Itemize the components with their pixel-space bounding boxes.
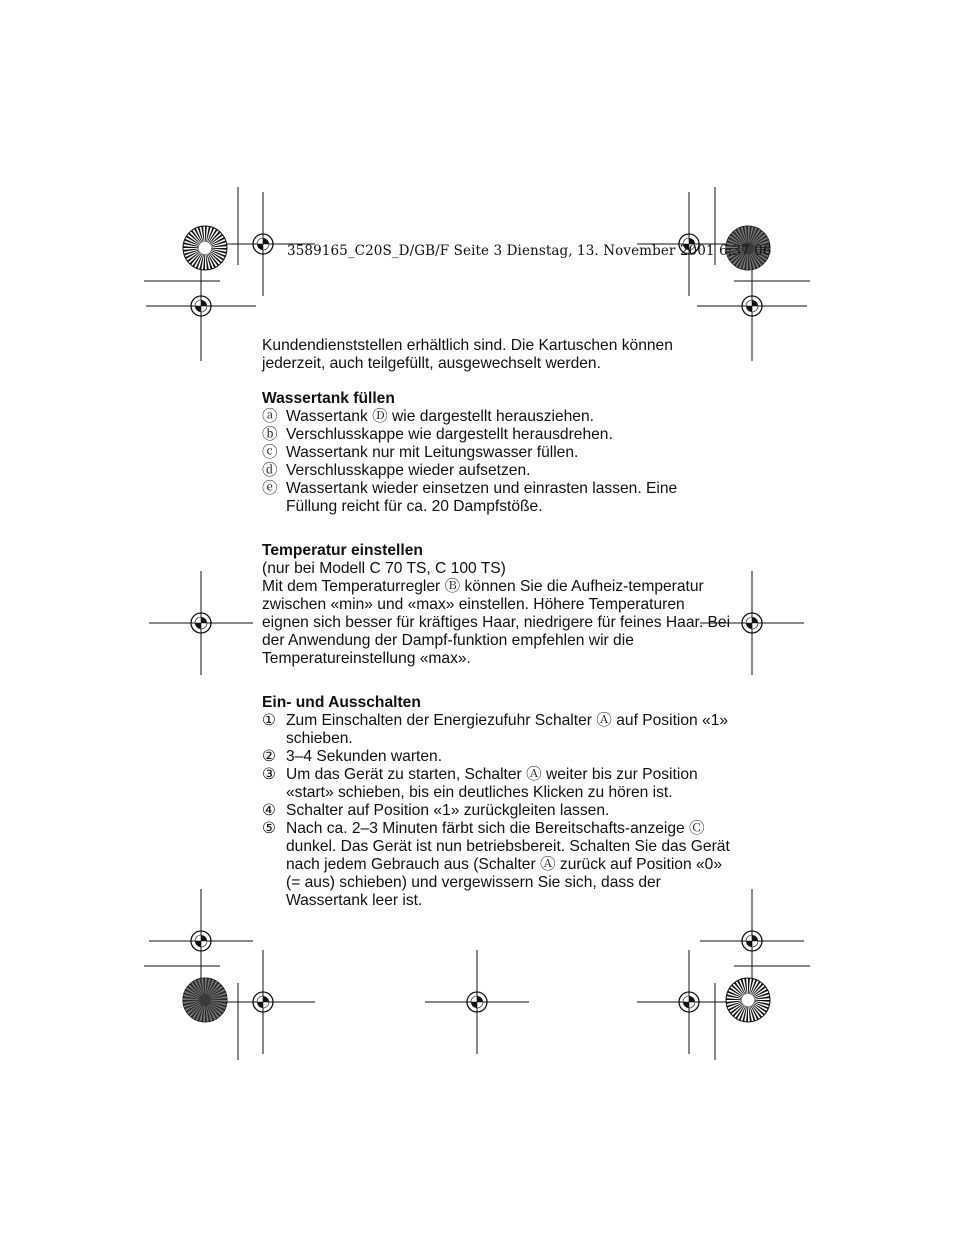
color-target-icon bbox=[183, 226, 227, 270]
print-header: 3589165_C20S_D/GB/F Seite 3 Dienstag, 13. November 2001 6:37 06 bbox=[287, 243, 772, 259]
list-item bbox=[262, 408, 732, 426]
list-item bbox=[262, 462, 732, 480]
step-text: Nach ca. 2–3 Minuten färbt sich die Bereitschafts-anzeige Ⓒ dunkel. Das Gerät ist nun betriebsbereit. Schalten Sie das Gerät nach jedem Gebrauch aus (Schalter Ⓐ zurück auf Position «0» (= aus) schieben) und vergewissern Sie sich, dass der Wassertank leer ist. bbox=[286, 820, 730, 909]
list-item bbox=[262, 802, 732, 820]
list-item bbox=[262, 748, 732, 766]
color-target-icon bbox=[726, 978, 770, 1022]
step-marker: ① bbox=[262, 712, 276, 729]
step-marker: ⑤ bbox=[262, 820, 276, 837]
list-item bbox=[262, 480, 732, 516]
step-text: Verschlusskappe wie dargestellt herausdrehen. bbox=[286, 426, 613, 443]
step-marker: ③ bbox=[262, 766, 276, 783]
step-text: Zum Einschalten der Energiezufuhr Schalter Ⓐ auf Position «1» schieben. bbox=[286, 712, 729, 747]
step-marker: ④ bbox=[262, 802, 276, 819]
registration-mark-icon bbox=[149, 889, 253, 993]
manual-page-content bbox=[262, 337, 732, 910]
step-marker: ⓔ bbox=[262, 480, 278, 497]
list-item bbox=[262, 766, 732, 802]
step-text: Wassertank nur mit Leitungswasser füllen. bbox=[286, 444, 579, 461]
list-item bbox=[262, 426, 732, 444]
step-marker: ⓑ bbox=[262, 426, 278, 443]
list-item bbox=[262, 444, 732, 462]
temperatur-body: Mit dem Temperaturregler Ⓑ können Sie die Aufheiz-temperatur zwischen «min» und «max» einstellen. Höhere Temperaturen eignen sich besser für kräftiges Haar, niedrigere für feines Haar. Bei der Anwendung der Dampf-funktion empfehlen wir die Temperatureinstellung «max». bbox=[262, 578, 731, 667]
intro-paragraph: Kundendienststellen erhältlich sind. Die Kartuschen können jederzeit, auch teilgefüllt, ausgewechselt werden. bbox=[262, 337, 673, 372]
step-marker: ⓒ bbox=[262, 444, 278, 461]
ein-aus-steps bbox=[262, 712, 732, 910]
section-heading: Temperatur einstellen bbox=[262, 542, 423, 559]
model-note: (nur bei Modell C 70 TS, C 100 TS) bbox=[262, 560, 506, 577]
step-text: Um das Gerät zu starten, Schalter Ⓐ weiter bis zur Position «start» schieben, bis ein deutliches Klicken zu hören ist. bbox=[286, 766, 698, 801]
section-wassertank bbox=[262, 390, 732, 516]
list-item bbox=[262, 712, 732, 748]
registration-mark-icon bbox=[425, 950, 529, 1054]
step-text: Wassertank wieder einsetzen und einrasten lassen. Eine Füllung reicht für ca. 20 Dampfstöße. bbox=[286, 480, 678, 515]
wassertank-steps bbox=[262, 408, 732, 516]
step-marker: ⓐ bbox=[262, 408, 278, 425]
registration-mark-icon bbox=[637, 950, 741, 1054]
color-target-icon bbox=[183, 978, 227, 1022]
list-item bbox=[262, 820, 732, 910]
section-temperatur bbox=[262, 542, 732, 668]
step-marker: ⓓ bbox=[262, 462, 278, 479]
step-marker: ② bbox=[262, 748, 276, 765]
section-ein-aus bbox=[262, 694, 732, 910]
section-heading: Ein- und Ausschalten bbox=[262, 694, 421, 711]
step-text: Verschlusskappe wieder aufsetzen. bbox=[286, 462, 531, 479]
step-text: 3–4 Sekunden warten. bbox=[286, 748, 443, 765]
step-text: Schalter auf Position «1» zurückgleiten lassen. bbox=[286, 802, 610, 819]
registration-mark-icon bbox=[149, 571, 253, 675]
step-text: Wassertank Ⓓ wie dargestellt herausziehen. bbox=[286, 408, 594, 425]
section-heading: Wassertank füllen bbox=[262, 390, 395, 407]
